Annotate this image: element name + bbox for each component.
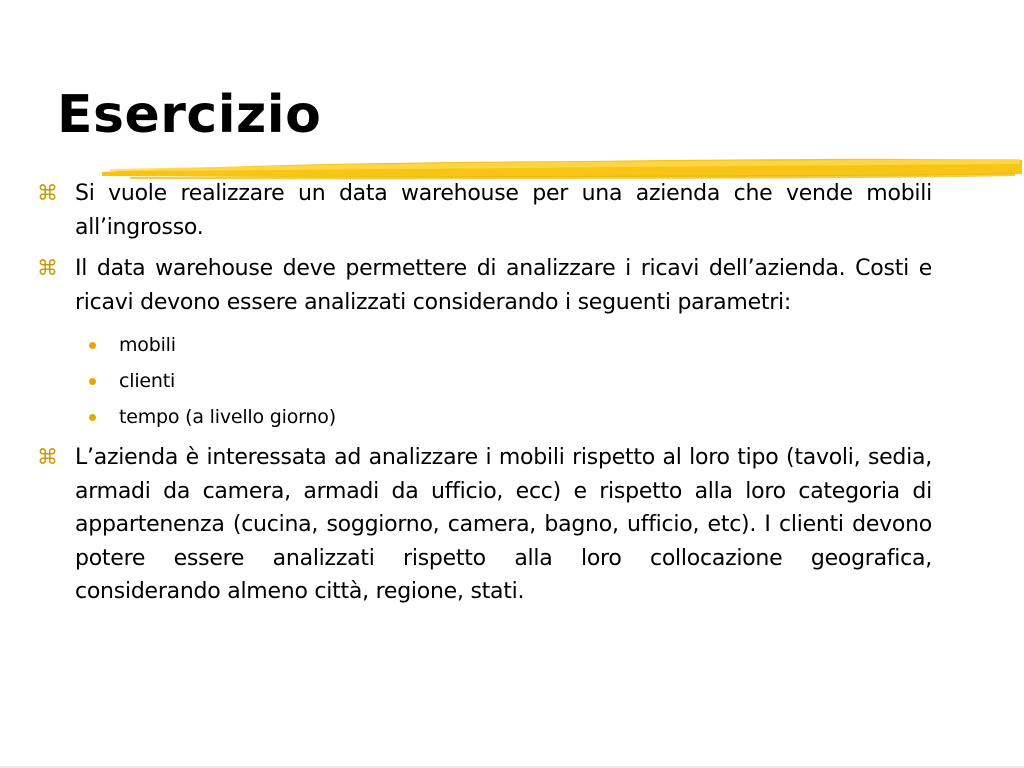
- bullet-dot-icon: [89, 378, 96, 385]
- list-item: tempo (a livello giorno): [37, 399, 932, 435]
- command-key-icon: ⌘: [37, 181, 58, 205]
- paragraph-3-text: L’azienda è interessata ad analizzare i mobili rispetto al loro tipo (tavoli, sedia, armadi da camera, armadi da ufficio, ecc) e rispetto alla loro categoria di appartenenza (cucina, soggiorno, camera, bagno, ufficio, etc). I clienti devono potere essere analizzati rispetto alla loro collocazione geografica, considerando almeno città, regione, stati.: [75, 445, 932, 604]
- list-item: clienti: [37, 363, 932, 399]
- paragraph-2: [37, 252, 932, 319]
- parameter-list: [37, 327, 932, 435]
- slide-body: [37, 177, 932, 617]
- list-item: mobili: [37, 327, 932, 363]
- bullet-dot-icon: [89, 342, 96, 349]
- command-key-icon: ⌘: [37, 445, 58, 469]
- paragraph-1-text: Si vuole realizzare un data warehouse per una azienda che vende mobili all’ingrosso.: [75, 181, 932, 240]
- slide-title: Esercizio: [57, 85, 322, 145]
- command-key-icon: ⌘: [37, 256, 58, 280]
- bullet-dot-icon: [89, 414, 96, 421]
- paragraph-1: [37, 177, 932, 244]
- paragraph-2-text: Il data warehouse deve permettere di analizzare i ricavi dell’azienda. Costi e ricavi devono essere analizzati considerando i seguenti parametri:: [75, 256, 932, 315]
- paragraph-3: [37, 441, 932, 609]
